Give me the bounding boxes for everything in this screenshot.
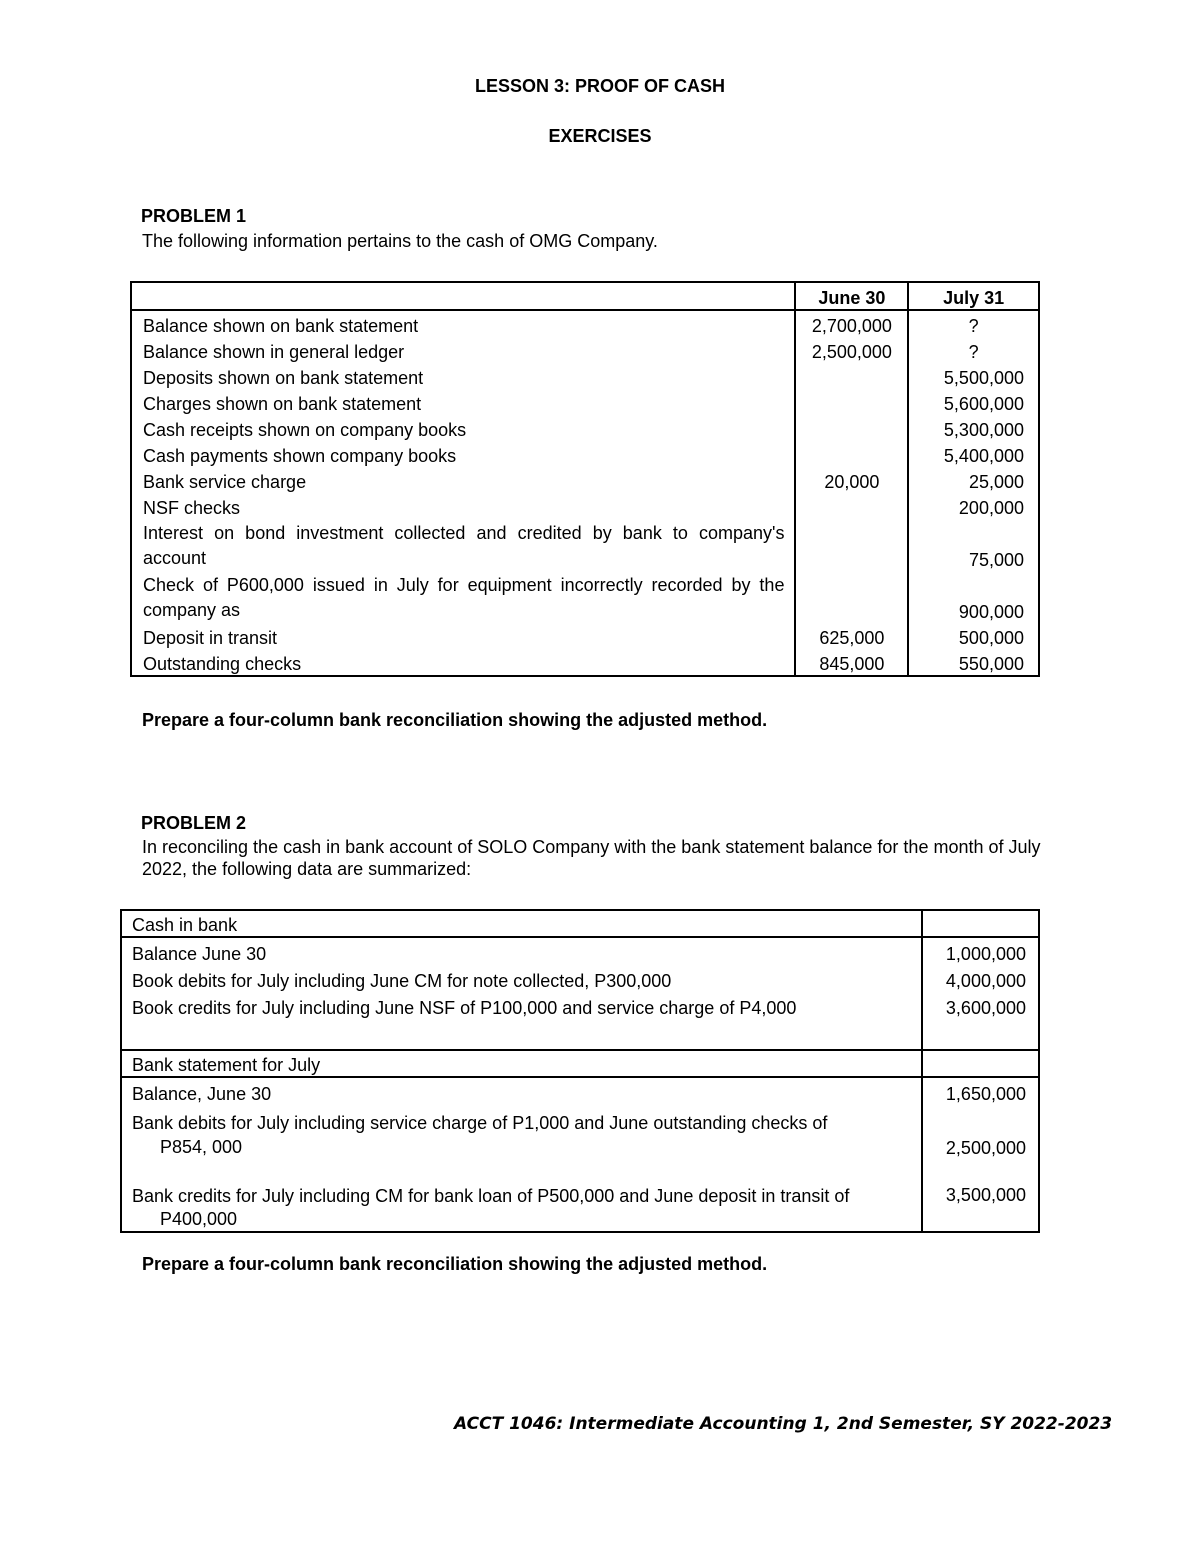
section-header-bank-statement: Bank statement for July <box>121 1050 1039 1077</box>
problem1-instruction: Prepare a four-column bank reconciliation showing the adjusted method. <box>142 710 768 730</box>
table-row: Charges shown on bank statement 5,600,000 <box>131 389 1039 415</box>
problem1-heading: PROBLEM 1 <box>141 206 247 226</box>
table-header-row <box>131 282 1039 310</box>
problem1-intro: The following information pertains to the cash of OMG Company. <box>142 231 658 251</box>
problem2-intro: In reconciling the cash in bank account of SOLO Company with the bank statement balance for the month of July 2022, the following data are summarized: <box>142 837 1041 879</box>
table-row: Balance, June 30 1,650,000 <box>121 1077 1039 1105</box>
table-row: NSF checks 200,000 <box>131 493 1039 519</box>
spacer-row <box>121 1019 1039 1050</box>
table-row: Balance June 30 1,000,000 <box>121 937 1039 965</box>
table-row: Bank credits for July including CM for bank loan of P500,000 and June deposit in transit of P400,000 3,500,000 <box>121 1159 1039 1232</box>
table-row: Deposits shown on bank statement 5,500,000 <box>131 363 1039 389</box>
section-header-cash-in-bank: Cash in bank <box>121 910 1039 937</box>
table-row: Interest on bond investment collected and credited by bank to company's account 75,000 <box>131 519 1039 571</box>
page-footer: ACCT 1046: Intermediate Accounting 1, 2nd Semester, SY 2022-2023 <box>454 1414 1113 1434</box>
page-title: LESSON 3: PROOF OF CASH <box>474 76 726 96</box>
column-header-june: June 30 <box>795 282 908 310</box>
problem1-table <box>130 281 1040 677</box>
table-row: Book debits for July including June CM for note collected, P300,000 4,000,000 <box>121 965 1039 992</box>
problem2-heading: PROBLEM 2 <box>141 813 247 833</box>
column-header-july: July 31 <box>908 282 1039 310</box>
table-row: Check of P600,000 issued in July for equipment incorrectly recorded by the company as 900,000 <box>131 571 1039 623</box>
problem2-table <box>120 909 1040 1233</box>
table-row: Deposit in transit 625,000 500,000 <box>131 623 1039 649</box>
table-row: Bank service charge 20,000 25,000 <box>131 467 1039 493</box>
table-row: Cash receipts shown on company books 5,300,000 <box>131 415 1039 441</box>
table-row: Bank debits for July including service charge of P1,000 and June outstanding checks of P854, 000 2,500,000 <box>121 1105 1039 1159</box>
table-row: Balance shown in general ledger 2,500,000 ? <box>131 337 1039 363</box>
table-row: Outstanding checks 845,000 550,000 <box>131 649 1039 676</box>
problem2-instruction: Prepare a four-column bank reconciliation showing the adjusted method. <box>142 1254 768 1274</box>
table-row: Balance shown on bank statement 2,700,000 ? <box>131 310 1039 337</box>
table-row: Cash payments shown company books 5,400,000 <box>131 441 1039 467</box>
page-subtitle: EXERCISES <box>548 126 652 146</box>
table-row: Book credits for July including June NSF of P100,000 and service charge of P4,000 3,600,000 <box>121 992 1039 1019</box>
